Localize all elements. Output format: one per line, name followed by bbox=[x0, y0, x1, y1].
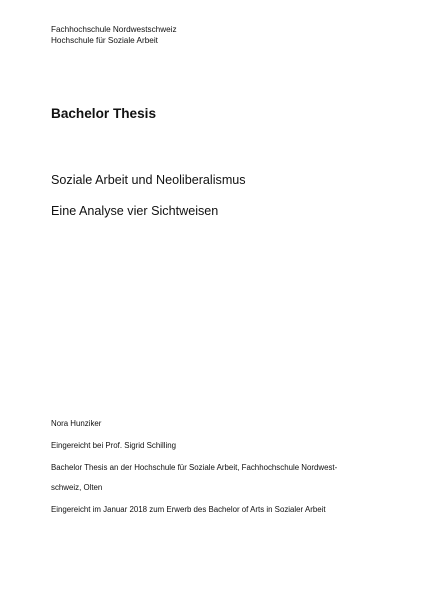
document-subtitle: Eine Analyse vier Sichtweisen bbox=[51, 204, 219, 218]
supervisor-line: Eingereicht bei Prof. Sigrid Schilling bbox=[51, 441, 176, 450]
submission-line: Eingereicht im Januar 2018 zum Erwerb des Bachelor of Arts in Sozialer Arbeit bbox=[51, 505, 326, 514]
document-type-heading: Bachelor Thesis bbox=[51, 106, 157, 121]
submission-details bbox=[51, 419, 391, 515]
institution-name: Fachhochschule Nordwestschweiz bbox=[51, 25, 177, 34]
school-name: Hochschule für Soziale Arbeit bbox=[51, 35, 158, 45]
thesis-info-line-2: schweiz, Olten bbox=[51, 483, 103, 492]
institution-header bbox=[51, 25, 177, 46]
author-name: Nora Hunziker bbox=[51, 419, 102, 428]
document-title: Soziale Arbeit und Neoliberalismus bbox=[51, 173, 246, 187]
thesis-info-line-1: Bachelor Thesis an der Hochschule für Soziale Arbeit, Fachhochschule Nordwest- bbox=[51, 463, 338, 472]
